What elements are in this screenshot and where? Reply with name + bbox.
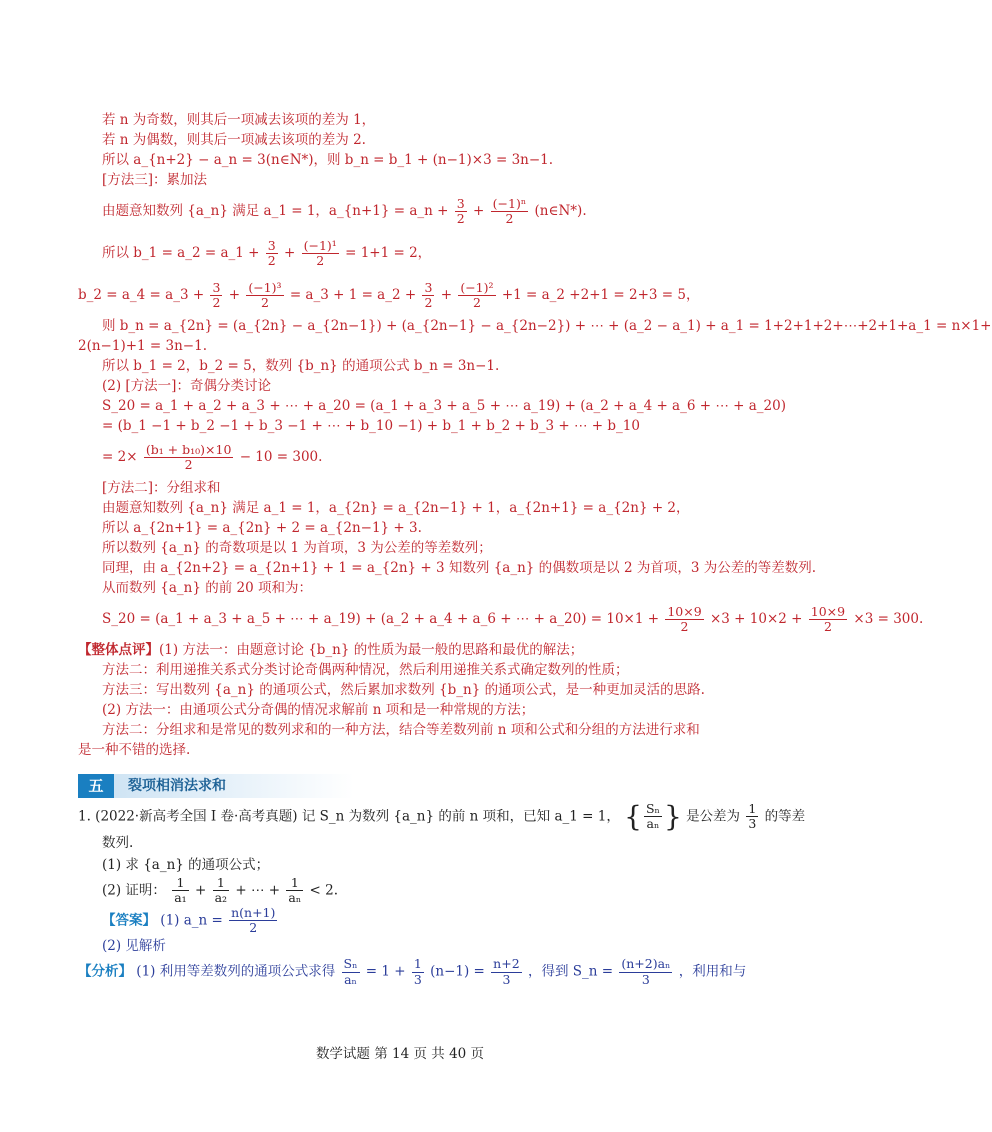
solution-line: S_20 = (a_1 + a_3 + a_5 + ⋯ + a_19) + (a_2 + a_4 + a_6 + ⋯ + a_20) = 10×1 + $\frac{10\times 9}{2}$ ×3 + 10×2 + $\frac{10\times 9}{2}$ ×3 = 300.	[102, 603, 924, 634]
question-stem: 1. (2022·新高考全国 Ⅰ 卷·高考真题) 记 S_n 为数列 {a_n} 的前 n 项和，已知 a_1 = 1， { $\frac{\text{Sₙ}}{\text{aₙ}}$ } 是公差为 $\frac{1}{3}$ 的等差	[78, 799, 806, 833]
solution-line: 所以 b_1 = a_2 = a_1 + $\frac{3}{2}$ + $\frac{\text{(−1)¹}}{2}$ = 1+1 = 2，	[102, 237, 432, 268]
solution-line: 所以 a_{n+2} − a_n = 3(n∈N*)，则 b_n = b_1 + (n−1)×3 = 3n−1.	[102, 152, 554, 168]
review-line: 方法二：利用递推关系式分类讨论奇偶两种情况，然后利用递推关系式确定数列的性质；	[102, 662, 629, 678]
answer-line-2: (2) 见解析	[102, 938, 166, 955]
solution-line: b_2 = a_4 = a_3 + $\frac{3}{2}$ + $\frac{\text{(−1)³}}{2}$ = a_3 + 1 = a_2 + $\frac{3}{2}$ + $\frac{\text{(−1)²}}{2}$ +1 = a_2 +2+1 = 2+3 = 5，	[78, 279, 700, 310]
review-line: (2) 方法一：由通项公式分奇偶的情况求解前 n 项和是一种常规的方法；	[102, 702, 535, 718]
solution-line: 2(n−1)+1 = 3n−1.	[78, 338, 207, 354]
solution-line: = (b_1 −1 + b_2 −1 + b_3 −1 + ⋯ + b_10 −1) + b_1 + b_2 + b_3 + ⋯ + b_10	[102, 418, 640, 434]
solution-line: 同理，由 a_{2n+2} = a_{2n+1} + 1 = a_{2n} + 3 知数列 {a_n} 的偶数项是以 2 为首项，3 为公差的等差数列.	[102, 560, 817, 576]
solution-block	[78, 110, 992, 760]
solution-line: 由题意知数列 {a_n} 满足 a_1 = 1，a_{2n} = a_{2n−1} + 1，a_{2n+1} = a_{2n} + 2，	[102, 500, 690, 516]
solution-line: 若 n 为奇数，则其后一项减去该项的差为 1，	[102, 112, 376, 128]
section-header	[78, 774, 718, 798]
part-heading: (2) [方法一]：奇偶分类讨论	[102, 378, 271, 394]
answer-tag: 【答案】	[102, 911, 156, 928]
method-heading: [方法三]：累加法	[102, 172, 208, 188]
solution-line: 从而数列 {a_n} 的前 20 项和为：	[102, 580, 313, 596]
sub-question-1: (1) 求 {a_n} 的通项公式；	[102, 856, 270, 873]
solution-line: S_20 = a_1 + a_2 + a_3 + ⋯ + a_20 = (a_1 + a_3 + a_5 + ⋯ a_19) + (a_2 + a_4 + a_6 + ⋯ + a_20)	[102, 398, 786, 414]
section-title: 裂项相消法求和	[128, 778, 226, 794]
sub-question-2: (2) 证明： $\frac{1}{\text{a₁}}$ + $\frac{1}{\text{a₂}}$ + ⋯ + $\frac{1}{\text{aₙ}}$ < 2.	[102, 874, 339, 906]
review-line: 是一种不错的选择.	[78, 742, 191, 758]
answer-line: 【答案】 (1) a_n = $\frac{n(n+1)}{2}$	[102, 904, 276, 935]
method-heading: [方法二]：分组求和	[102, 480, 221, 496]
page-footer: 数学试题 第 14 页 共 40 页	[315, 1046, 485, 1062]
analysis-line: 【分析】 (1) 利用等差数列的通项公式求得 $\frac{\text{Sₙ}}{\text{aₙ}}$ = 1 + $\frac{1}{3}$ (n−1) = $\frac{n+2}{3}$ ，得到 S_n = $\frac{\text{(n+2)aₙ}}{3}$ ，利用和与	[78, 956, 747, 987]
review-line: 【整体点评】(1) 方法一：由题意讨论 {b_n} 的性质为最一般的思路和最优的解法；	[78, 642, 584, 658]
solution-line: 若 n 为偶数，则其后一项减去该项的差为 2.	[102, 132, 366, 148]
solution-line: 所以 b_1 = 2，b_2 = 5，数列 {b_n} 的通项公式 b_n = 3n−1.	[102, 358, 500, 374]
section-number: 五	[78, 774, 114, 798]
solution-line: 则 b_n = a_{2n} = (a_{2n} − a_{2n−1}) + (a_{2n−1} − a_{2n−2}) + ⋯ + (a_2 − a_1) + a_1 = 1+2+1+2+⋯+2+1+a_1 = n×1+	[102, 318, 992, 334]
review-line: 方法三：写出数列 {a_n} 的通项公式，然后累加求数列 {b_n} 的通项公式，是一种更加灵活的思路.	[102, 682, 705, 698]
question-stem-cont: 数列.	[102, 834, 134, 851]
question-block	[78, 799, 806, 987]
solution-line: = 2× $\frac{\text{(b₁ + b₁₀)×10}}{2}$ − 10 = 300.	[102, 441, 323, 472]
solution-line: 所以 a_{2n+1} = a_{2n} + 2 = a_{2n−1} + 3.	[102, 520, 422, 536]
analysis-tag: 【分析】	[78, 963, 132, 980]
review-tag: 【整体点评】	[78, 642, 159, 658]
solution-line: 由题意知数列 {a_n} 满足 a_1 = 1，a_{n+1} = a_n + $\frac{3}{2}$ + $\frac{\text{(−1)ⁿ}}{2}$ (n∈N*).	[102, 195, 587, 226]
review-line: 方法二：分组求和是常见的数列求和的一种方法，结合等差数列前 n 项和公式和分组的方法进行求和	[102, 722, 700, 738]
solution-line: 所以数列 {a_n} 的奇数项是以 1 为首项，3 为公差的等差数列；	[102, 540, 492, 556]
